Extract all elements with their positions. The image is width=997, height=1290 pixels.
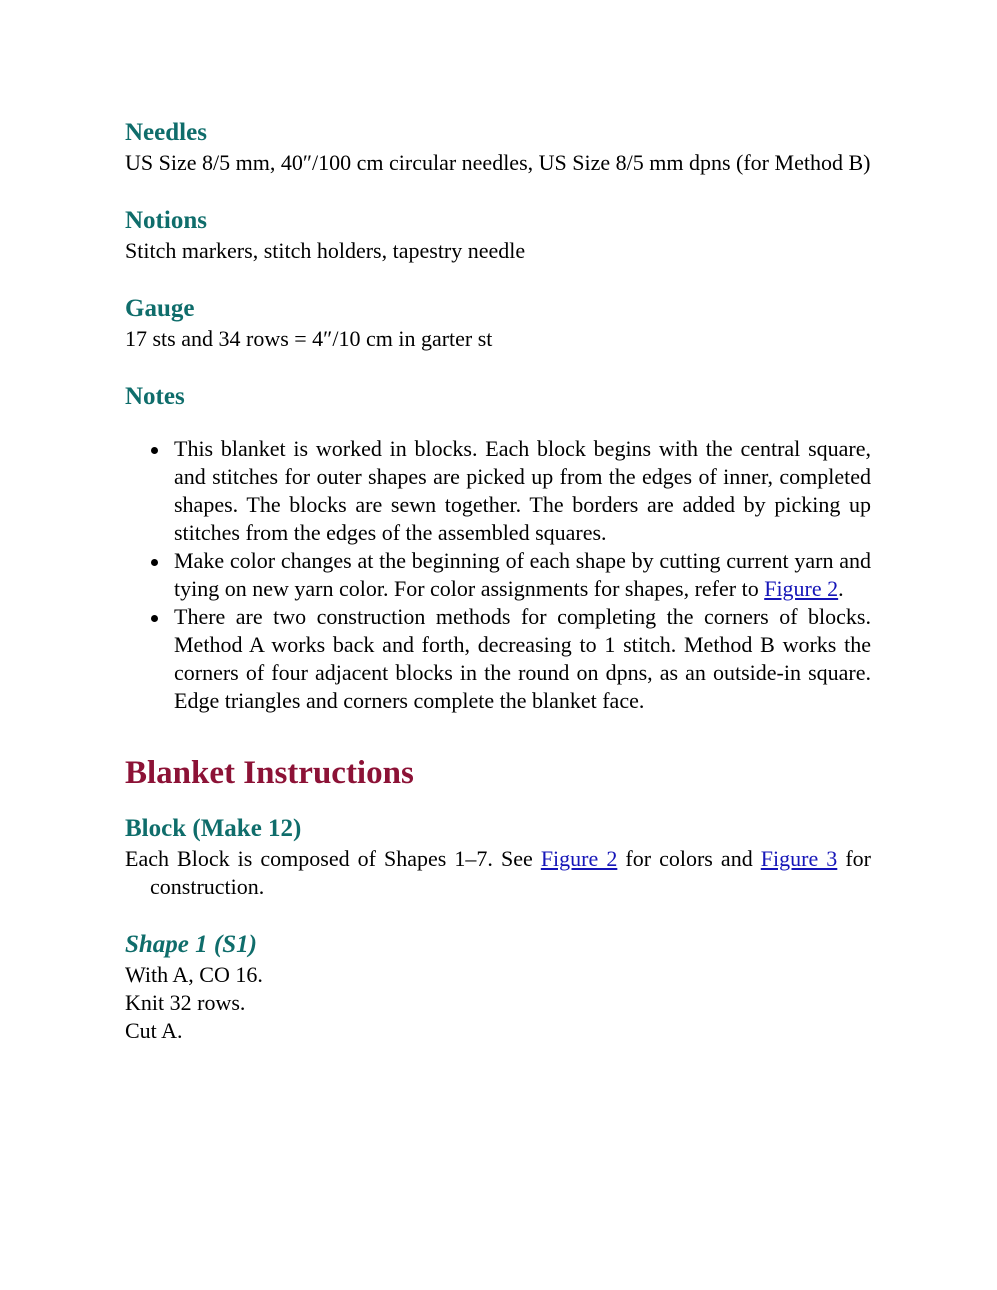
notions-text: Stitch markers, stitch holders, tapestry needle bbox=[125, 238, 526, 263]
blanket-instructions-title: Blanket Instructions bbox=[125, 755, 414, 791]
list-item bbox=[125, 603, 871, 715]
notes-list bbox=[125, 435, 871, 715]
block-text-start: Each Block is composed of Shapes 1–7. See bbox=[125, 846, 541, 871]
gauge-heading: Gauge bbox=[125, 295, 195, 322]
block-text bbox=[125, 845, 871, 901]
needles-heading: Needles bbox=[125, 119, 207, 146]
needles-text: US Size 8/5 mm, 40″/100 cm circular needles, US Size 8/5 mm dpns (for Method B) bbox=[125, 150, 871, 175]
figure-3-link[interactable]: Figure 3 bbox=[760, 846, 838, 871]
gauge-text: 17 sts and 34 rows = 4″/10 cm in garter st bbox=[125, 326, 493, 351]
note-text-end: . bbox=[838, 576, 844, 601]
block-heading: Block (Make 12) bbox=[125, 815, 302, 842]
note-text: This blanket is worked in blocks. Each block begins with the central square, and stitches for outer shapes are picked up from the edges of inner, completed shapes. The blocks are sewn together. The borders are added by picking up stitches from the edges of the assembled squares. bbox=[174, 436, 871, 545]
figure-2-link[interactable]: Figure 2 bbox=[540, 846, 618, 871]
note-text: Make color changes at the beginning of each shape by cutting current yarn and tying on new yarn color. For color assignments for shapes, refer to bbox=[174, 548, 871, 601]
shape-1-line: With A, CO 16. bbox=[125, 962, 263, 987]
shape-1-line: Cut A. bbox=[125, 1018, 183, 1043]
shape-1-line: Knit 32 rows. bbox=[125, 990, 246, 1015]
page-content bbox=[125, 117, 871, 1045]
bullet-icon bbox=[151, 615, 158, 622]
list-item bbox=[125, 435, 871, 547]
bullet-icon bbox=[151, 447, 158, 454]
shape-1-heading: Shape 1 (S1) bbox=[125, 931, 257, 958]
figure-2-link[interactable]: Figure 2 bbox=[764, 576, 839, 601]
note-text: There are two construction methods for completing the corners of blocks. Method A works back and forth, decreasing to 1 stitch. Method B works the corners of four adjacent blocks in the round on dpns, as an outside-in square. Edge triangles and corners complete the blanket face. bbox=[174, 604, 871, 713]
block-text-end: for construction. bbox=[150, 846, 871, 899]
notions-heading: Notions bbox=[125, 207, 207, 234]
notes-heading: Notes bbox=[125, 383, 185, 410]
bullet-icon bbox=[151, 559, 158, 566]
list-item bbox=[125, 547, 871, 603]
block-text-middle: for colors and bbox=[617, 846, 761, 871]
